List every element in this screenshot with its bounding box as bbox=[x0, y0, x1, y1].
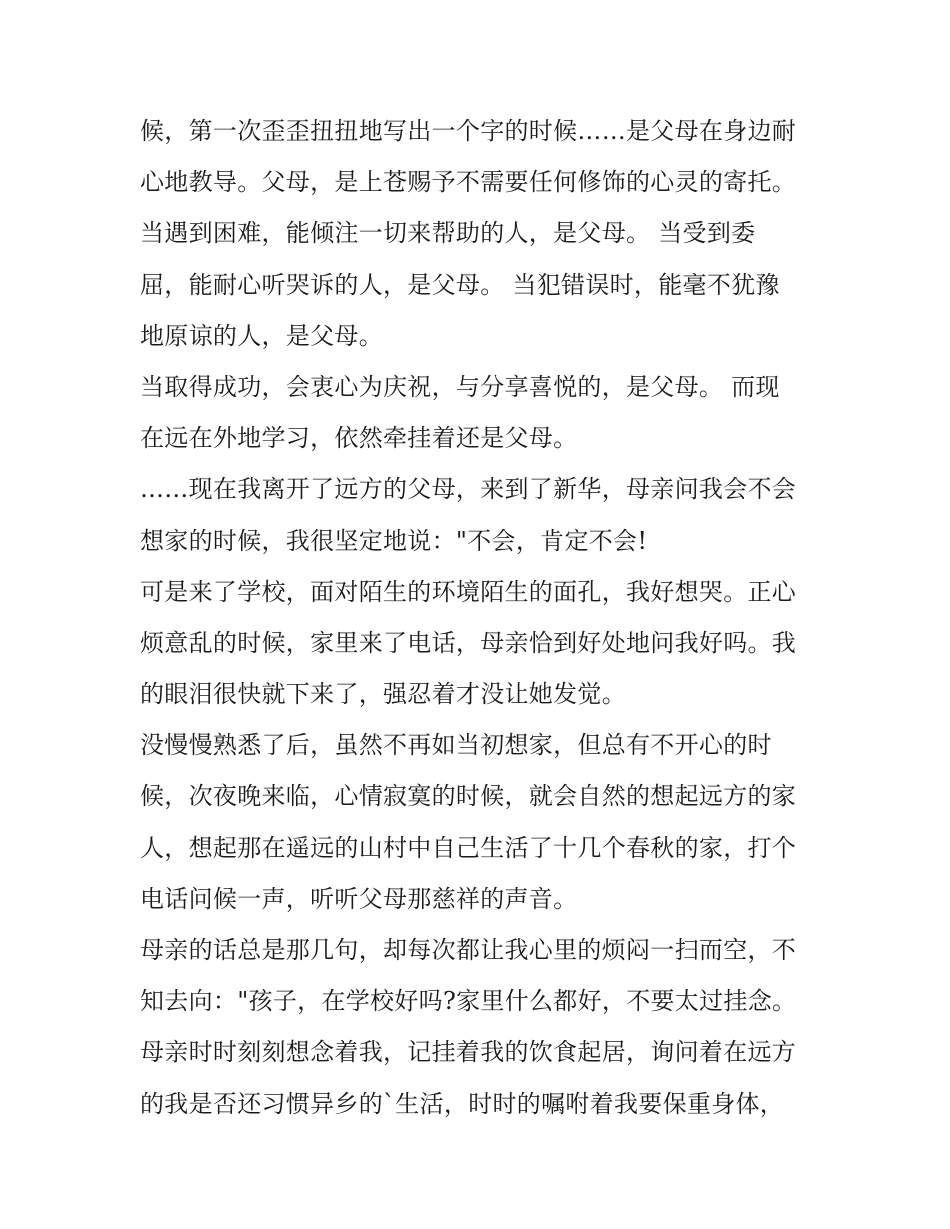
text-line: 的我是否还习惯异乡的`生活，时时的嘱咐着我要保重身体， bbox=[140, 1089, 785, 1118]
essay-text-body bbox=[140, 106, 820, 1130]
text-line: 当遇到困难，能倾注一切来帮助的人，是父母。 当受到委 bbox=[140, 219, 756, 248]
text-line: 母亲时时刻刻想念着我，记挂着我的饮食起居，询问着在远方 bbox=[140, 1038, 797, 1067]
text-line: 当取得成功，会衷心为庆祝，与分享喜悦的，是父母。 而现 bbox=[140, 372, 780, 401]
text-line: 想家的时候，我很坚定地说："不会，肯定不会! bbox=[140, 526, 648, 555]
text-line: 电话问候一声，听听父母那慈祥的声音。 bbox=[140, 884, 578, 913]
text-line: 心地教导。父母，是上苍赐予不需要任何修饰的心灵的寄托。 bbox=[140, 168, 797, 197]
text-line: 候，第一次歪歪扭扭地写出一个字的时候……是父母在身边耐 bbox=[140, 117, 797, 145]
text-line: 的眼泪很快就下来了，强忍着才没让她发觉。 bbox=[140, 680, 626, 709]
text-line: 可是来了学校，面对陌生的环境陌生的面孔，我好想哭。正心 bbox=[140, 577, 797, 606]
text-line: 地原谅的人，是父母。 bbox=[140, 321, 383, 350]
text-line: ……现在我离开了远方的父母，来到了新华，母亲问我会不会 bbox=[140, 475, 797, 504]
text-line: 人，想起那在遥远的山村中自己生活了十几个春秋的家，打个 bbox=[140, 833, 797, 862]
text-line: 屈，能耐心听哭诉的人，是父母。 当犯错误时，能毫不犹豫 bbox=[140, 270, 780, 299]
text-line: 候，次夜晚来临，心情寂寞的时候，就会自然的想起远方的家 bbox=[140, 782, 797, 811]
text-line: 没慢慢熟悉了后，虽然不再如当初想家，但总有不开心的时 bbox=[140, 731, 772, 760]
text-line: 知去向："孩子，在学校好吗?家里什么都好，不要太过挂念。 bbox=[140, 987, 797, 1016]
text-line: 在远在外地学习，依然牵挂着还是父母。 bbox=[140, 424, 578, 453]
text-line: 母亲的话总是那几句，却每次都让我心里的烦闷一扫而空，不 bbox=[140, 936, 797, 964]
text-line: 烦意乱的时候，家里来了电话，母亲恰到好处地问我好吗。我 bbox=[140, 628, 797, 657]
